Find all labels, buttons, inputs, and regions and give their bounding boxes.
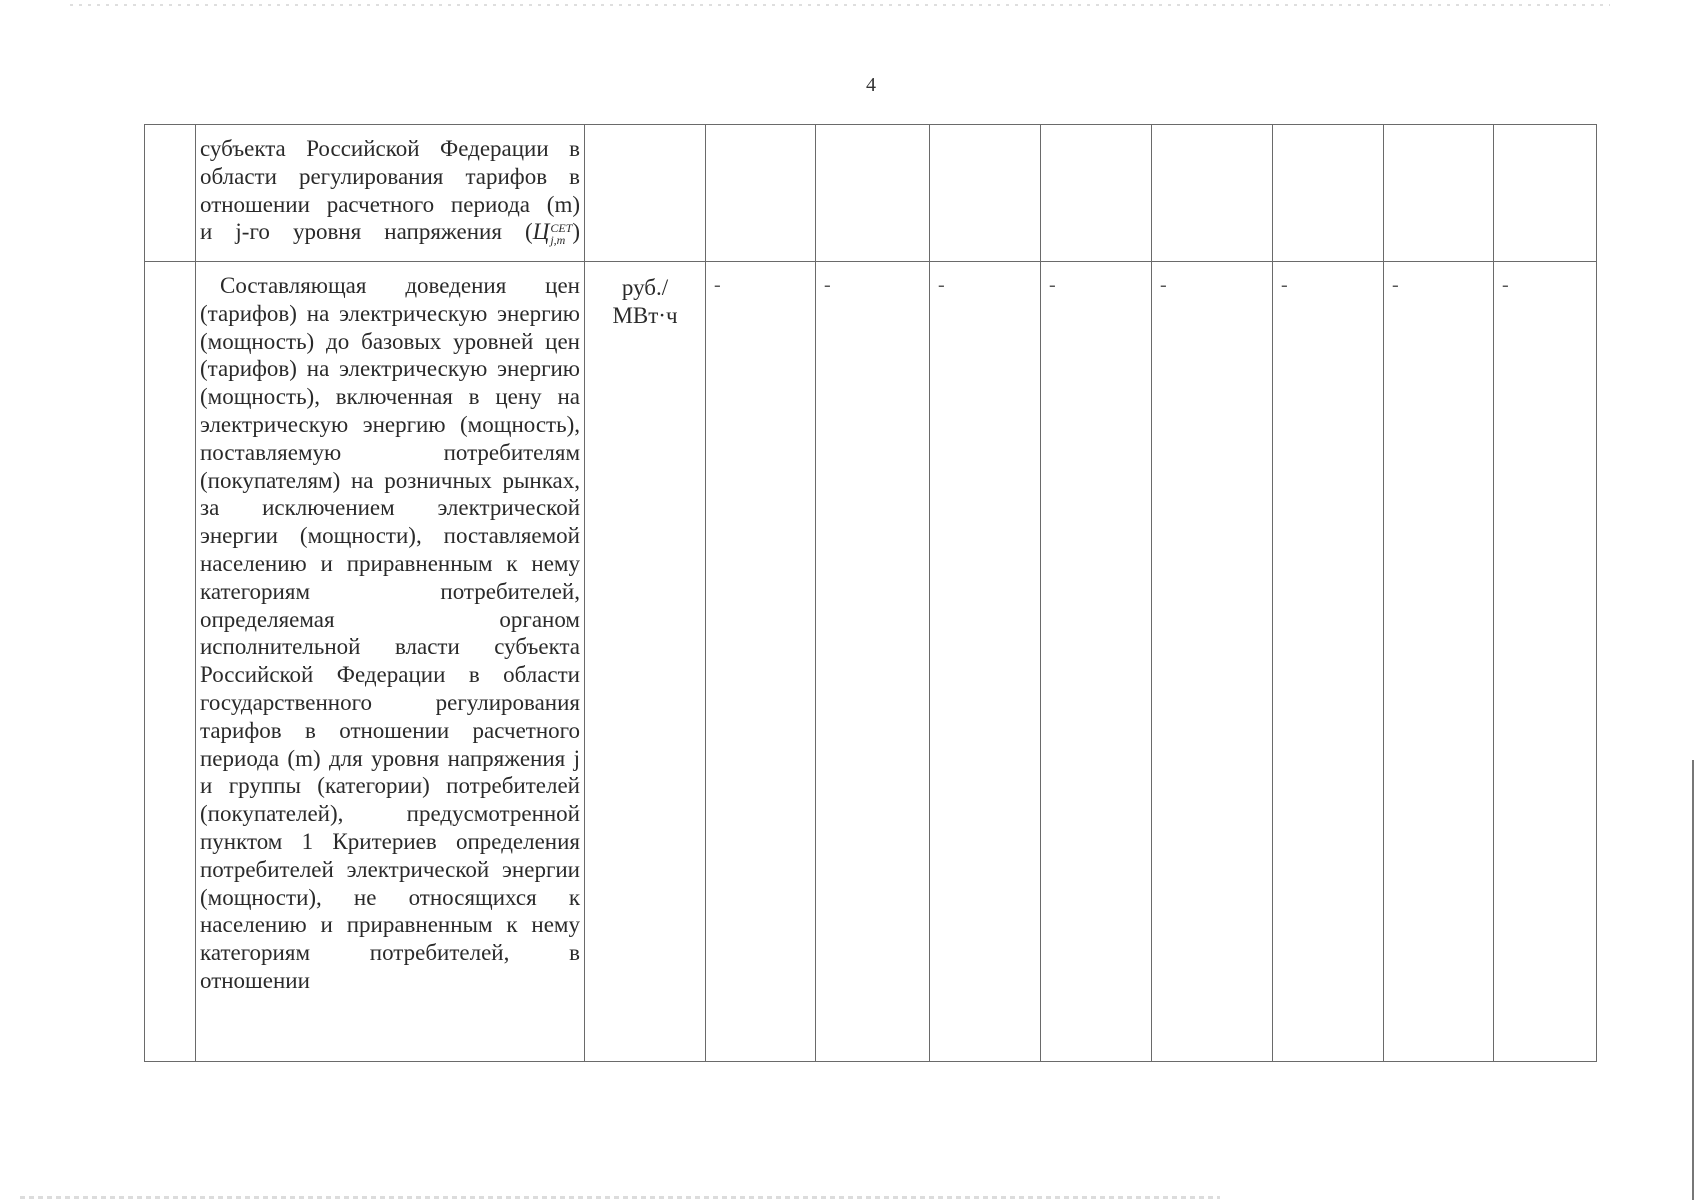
value-cell	[1152, 125, 1273, 262]
row-number-cell	[145, 262, 196, 1062]
value-cell	[706, 262, 816, 1062]
page-number: 4	[866, 74, 876, 96]
value-cell	[1494, 125, 1597, 262]
value-cell	[1273, 262, 1384, 1062]
formula-superscript: СЕТ	[550, 221, 573, 236]
unit-cell	[585, 125, 706, 262]
value-cell	[706, 125, 816, 262]
value-dash: -	[1049, 274, 1056, 296]
row-number-cell	[145, 125, 196, 262]
table-row	[145, 125, 1597, 262]
tariff-formula: Ц СЕТ j,m	[532, 219, 573, 248]
value-dash: -	[1160, 274, 1167, 296]
value-cell	[1152, 262, 1273, 1062]
unit-cell	[585, 262, 706, 1062]
value-dash: -	[824, 274, 831, 296]
row-description: Составляющая доведения цен (тарифов) на электрическую энергию (мощность) до базовых уровней цен (тарифов) на электрическую энергию (мощность), включенная в цену на электрическую энергию (мощность), поставляемую потребителям (покупателям) на розничных рынках, за исключением электрической энергии (мощности), поставляемой населению и приравненным к нему категориям потребителей, определяемая органом исполнительной власти субъекта Российской Федерации в области государственного регулирования тарифов в отношении расчетного периода (m) для уровня напряжения j и группы (категории) потребителей (покупателей), предусмотренной пунктом 1 Критериев определения потребителей электрической энергии (мощности), не относящихся к населению и приравненным к нему категориям потребителей, в отношении	[200, 273, 580, 993]
value-dash: -	[1502, 274, 1509, 296]
scan-noise-bottom	[20, 1196, 1220, 1199]
value-dash: -	[938, 274, 945, 296]
unit-label-line1: руб./	[621, 275, 669, 300]
row-description-last-line: и j-го уровня напряжения (Ц СЕТ j,m )	[200, 219, 580, 248]
value-dash: -	[1281, 274, 1288, 296]
value-cell	[1273, 125, 1384, 262]
row-description: субъекта Российской Федерации в области регулирования тарифов в отношении расчетного периода (m)	[200, 136, 580, 217]
value-dash: -	[714, 274, 721, 296]
value-cell	[816, 262, 930, 1062]
scan-noise-top	[70, 4, 1610, 6]
value-cell	[816, 125, 930, 262]
value-cell	[1041, 262, 1152, 1062]
tariff-table	[144, 124, 1597, 1062]
value-cell	[1494, 262, 1597, 1062]
unit-label-line2: МВт·ч	[612, 302, 678, 328]
description-cell	[196, 125, 585, 262]
value-cell	[1041, 125, 1152, 262]
value-dash: -	[1392, 274, 1399, 296]
table-row	[145, 262, 1597, 1062]
description-cell	[196, 262, 585, 1062]
value-cell	[1384, 125, 1494, 262]
formula-subscript: j,m	[550, 233, 566, 248]
value-cell	[1384, 262, 1494, 1062]
value-cell	[930, 125, 1041, 262]
value-cell	[930, 262, 1041, 1062]
scan-edge-right	[1692, 760, 1694, 1200]
